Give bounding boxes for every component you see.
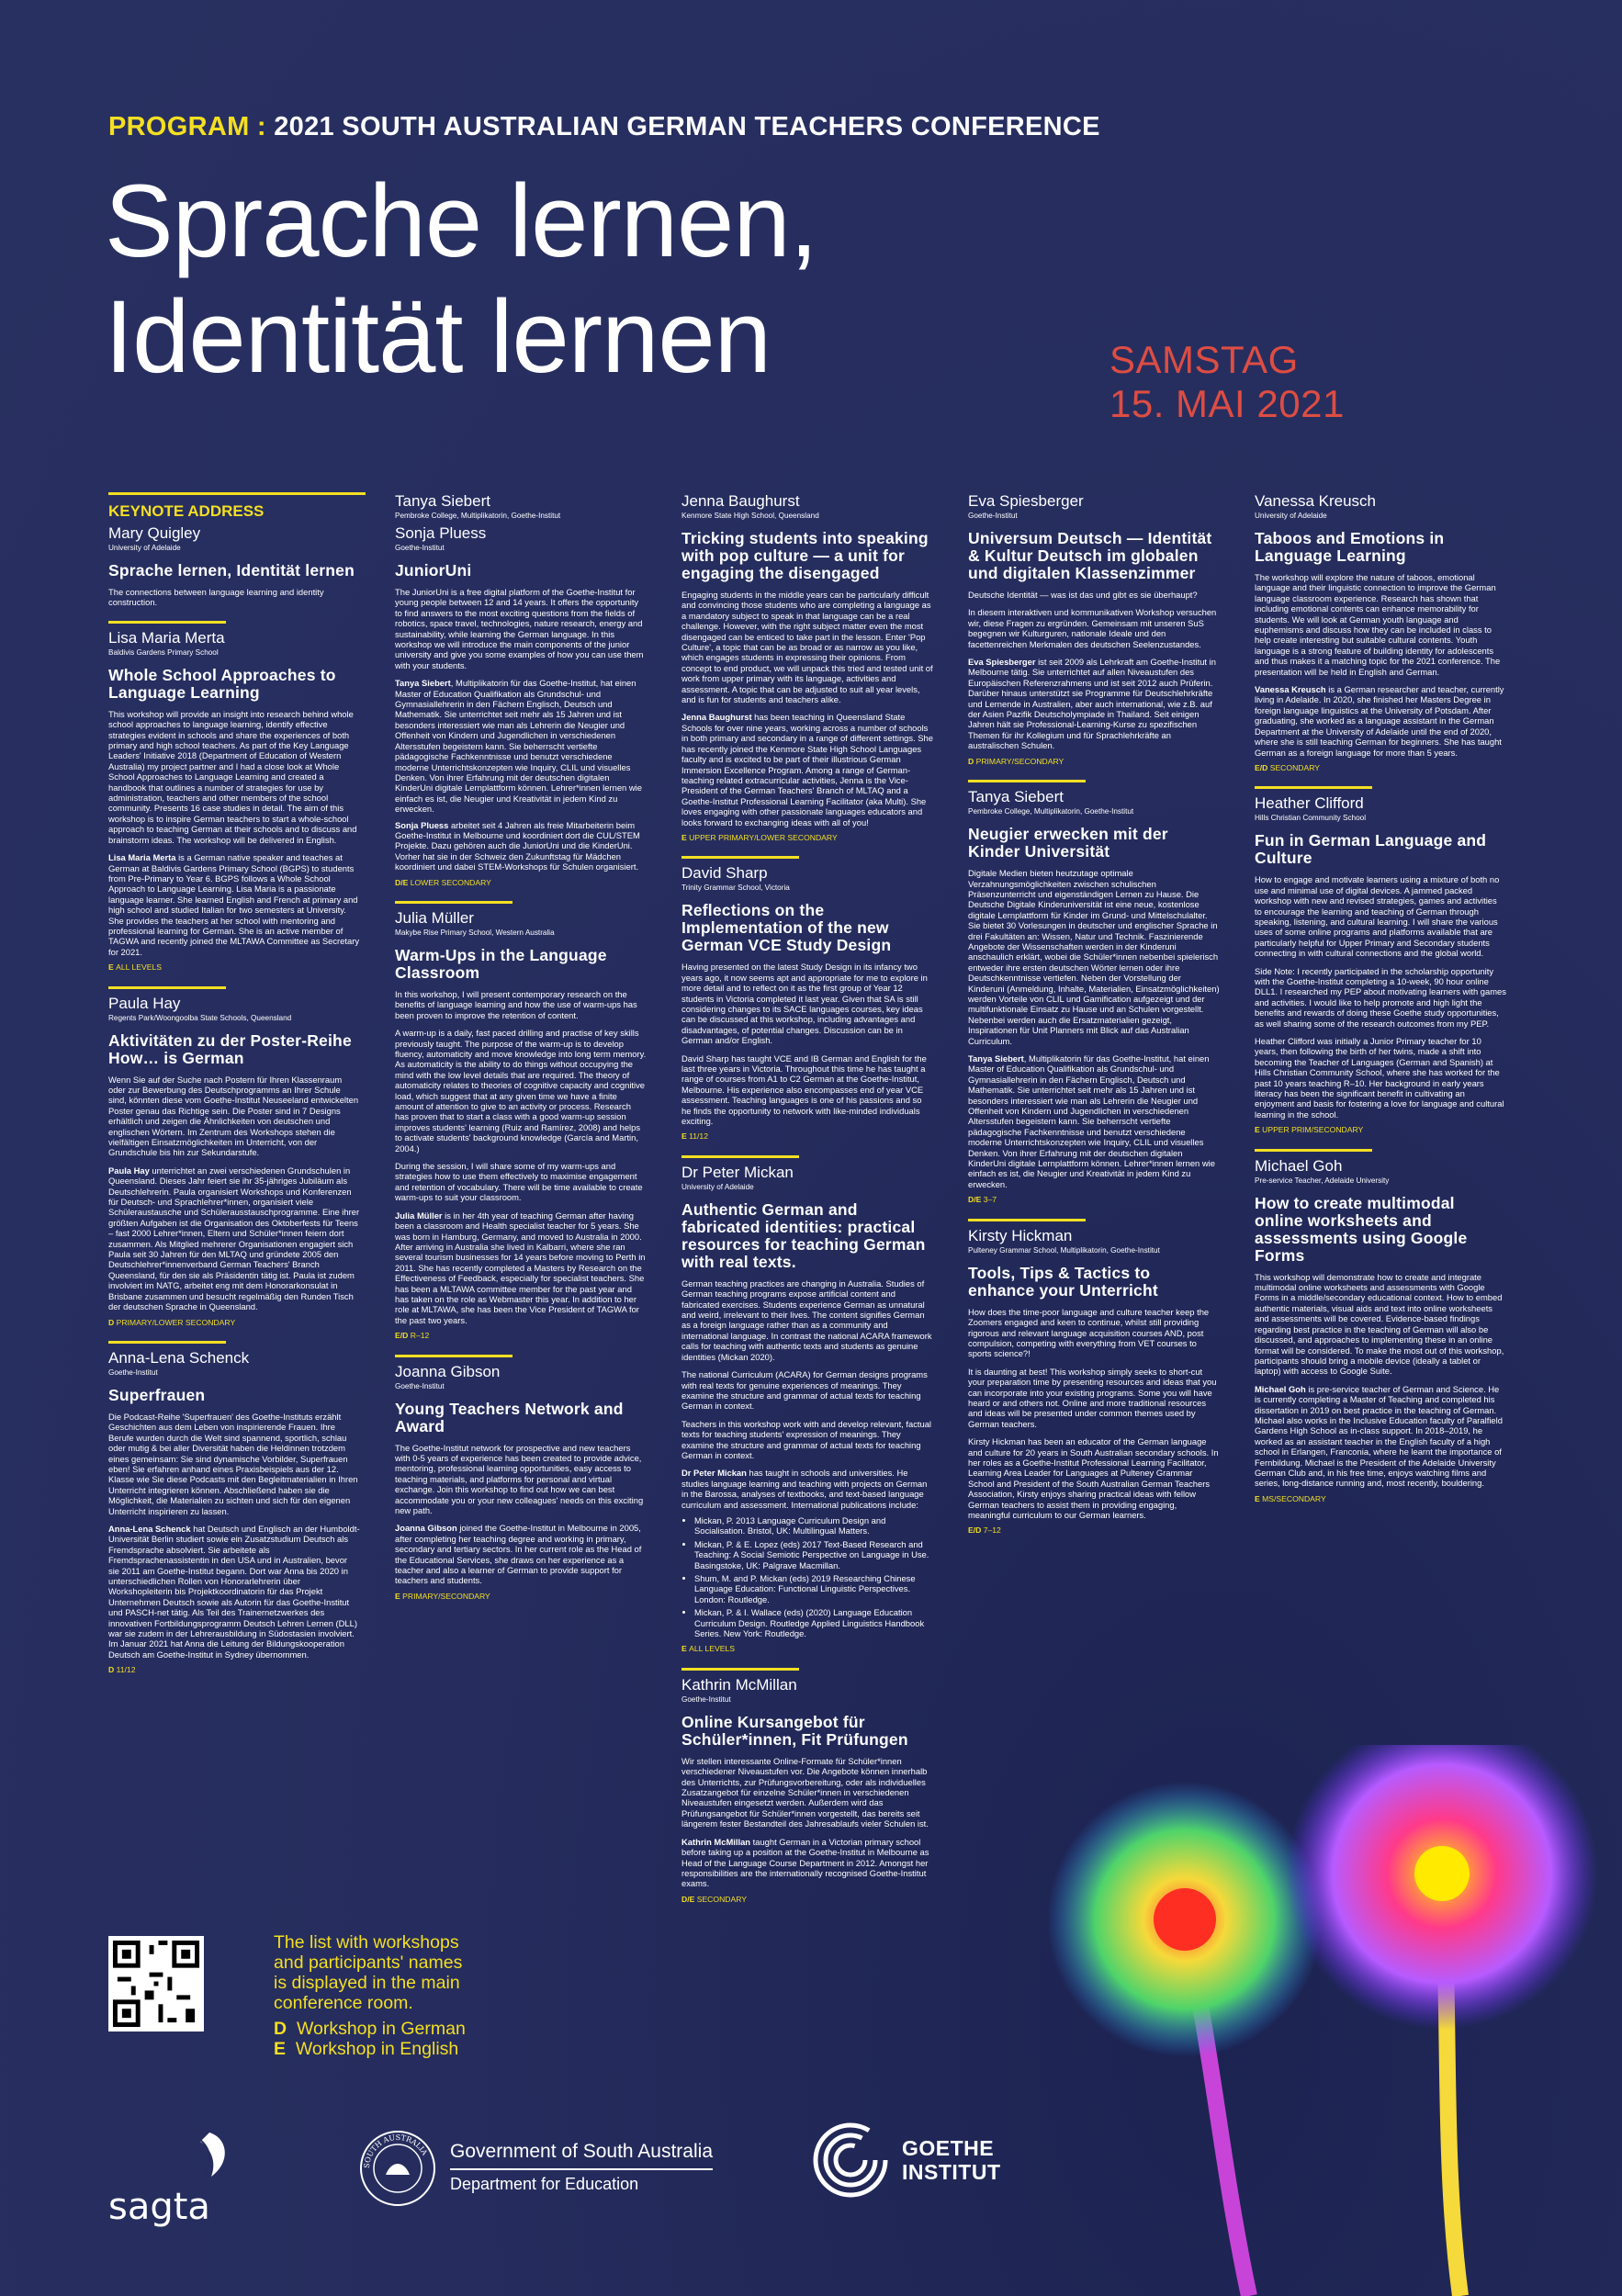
level-code: E [681, 1644, 687, 1654]
bio-text: has been teaching in Queensland State Schools for over nine years, working across a number of schools in both primary and secondary in a range of different settings. She has recently joined the Kenmore State High School Languages faculty and is excited to be part of their illustrious German Immersion Excellence Program. Among a range of German-teaching related extracurricular activities, Jenna is the Vice-President of the German Teachers' Branch of MLTAQ and a Goethe-Institut Professional Learning Facilitator (aka Multi). She loves engaging with other passionate languages educators and looks forward to exchanging ideas with all of you! [681, 712, 933, 827]
event-name: 2021 SOUTH AUSTRALIAN GERMAN TEACHERS CONFERENCE [274, 112, 1100, 141]
level-badge [395, 878, 647, 888]
session-description: During the session, I will share some of my warm-ups and strategies how to use them effectively to maximise engagement and retention of vocabulary. There will be time available to create warm-ups to suit your classroom. [395, 1161, 643, 1203]
bio-text: joined the Goethe-Institut in Melbourne in 2005, after completing her teaching degree and working in primary, secondary and tertiary sectors. In her current role as the Head of the Educational Services, she draws on her experience as a teacher and also a learner of German to provide support for teachers and students. [395, 1523, 642, 1586]
session-description: How to engage and motivate learners using a mixture of both no use and minimal use of digital devices. A jammed packed workshop with new and revised strategies, games and activities to encourage the learning and teaching of German through speaking, listening, and cultural learning. I will share the various uses of some online programs and platforms available that are particularly helpful for Upper Primary and Secondary students connecting in with cultural connections and the global world. [1255, 874, 1500, 959]
legend-text: Workshop in English [295, 2039, 459, 2059]
program-label: PROGRAM [108, 112, 250, 141]
column-3 [681, 492, 933, 1918]
level-code: D [108, 1317, 115, 1327]
session [968, 492, 1220, 767]
speaker-bio [395, 820, 647, 872]
goethe-spiral-icon [812, 2122, 889, 2199]
speaker-affiliation: Makybe Rise Primary School, Western Australia [395, 928, 555, 937]
speaker-bio [681, 1053, 933, 1127]
legend [274, 1932, 466, 2059]
speaker-bio [681, 1468, 933, 1510]
session-description: Die Podcast-Reihe 'Superfrauen' des Goethe-Instituts erzählt Geschichten aus dem Leben von inspirierende Frauen. Ihre Berufe wurden durch die Welt sind spannend, sportlich, schlau oder mutig & bei aller Diversität haben die Heldinnen trotzdem eines gemeinsam: Sie sind dynamische Vorbilder, Superfrauen eben! Sie erfahren anhand eines Praxisbeispiels aus der 12. Klasse wie Sie diese Podcasts mit den Begleitmaterialien in Ihren Unterricht integrieren können. Abschließend haben sie die Möglichkeit, die Materialien zu sichten und sich für den eigenen Unterricht inspirieren zu lassen. [108, 1411, 358, 1516]
reference-item: • Mickan, P. & I. Wallace (eds) (2020) Language Education Curriculum Design. Routledge Applied Linguistics Handbook Series. New York: Routledge. [694, 1607, 933, 1638]
session [108, 995, 360, 1328]
session-description: Digitale Medien bieten heutzutage optimale Verzahnungsmöglichkeiten zwischen schulischen Präsenzunterricht und eigenständigen Lernen zu Hause. Die Deutsche Digitale Kinderuniversität ist eine neue, kostenlose digitale Lernplattform für Kinder im Grund- und Mittelschulalter. Sie bietet 30 Vorlesungen in deutscher und englischer Sprache in drei Fakultäten an: Wissen, Natur und Technik. Faszinierende Angebote der Wissenschaften werden in der Kinderuni anschaulich erklärt, wobei die Schüler*innen nebenbei spielerisch entweder ihre ersten deutschen Wörter lernen oder ihre Deutschkenntnisse vertiefen. Neben der Vorstellung der Kinderuni (Anmeldung, Inhalte, Materialien, Einsatzmöglichkeiten) werden Vorteile von CLIL und Gamification aufgezeigt und der multifunktionale Einsatz zu Hause und an Schulen vorgestellt. Nebenbei werden auch die Ersatzmaterialien gezeigt, Inspirationen für Unit Planners mit Blick auf das Australian Curriculum. [968, 868, 1220, 1046]
speaker-bio [968, 1053, 1220, 1189]
level-badge [1255, 1125, 1506, 1135]
level-text: ALL LEVELS [689, 1644, 735, 1654]
session [681, 492, 933, 843]
speaker-affiliation: Pre-service Teacher, Adelaide University [1255, 1176, 1390, 1185]
bio-text: is pre-service teacher of German and Science. He is currently completing a Master of Teaching and completed his dissertation in 2019 on best practice in the teaching of German. Michael also works in the Inclusive Education faculty of Paralfield Gardens High School as in-class support. In 2018–2019, he worked as an assistant teacher in the English faculty of a high school in Erlangen, Franconia, where he learnt the importance of Fernbildung. Michael is the President of the Adelaide University German Club and, in his free time, enjoys watching films and series, long-distance running and, most recently, bouldering. [1255, 1383, 1503, 1489]
level-badge [395, 1592, 647, 1602]
qr-code-pattern [108, 1936, 204, 2032]
session-description: In this workshop, I will present contemporary research on the benefits of language learning and how the use of warm-ups has been proven to improve the retention of content. [395, 988, 637, 1020]
speaker-affiliation: University of Adelaide [1255, 512, 1327, 520]
level-code: D [108, 1665, 115, 1675]
bio-text: arbeitet seit 4 Jahren als freie Mitarbeiterin beim Goethe-Institut in Melbourne und koordiniert dort die CUL/STEM Projekte. Dazu gehören auch die JuniorUni und die KinderUni. Vorher hat sie in der Schweiz den Zukunftstag für Mädchen koordiniert und dabei STEM-Workshops für Schulen organisiert. [395, 819, 640, 872]
level-badge [681, 833, 933, 843]
level-badge [395, 1331, 647, 1341]
bio-text: unterrichtet an zwei verschiedenen Grundschulen in Queensland. Dieses Jahr feiert sie ihr 35-jähriges Jubiläum als Deutschlehrerin. Paula organisiert Workshops und Konferenzen für Deutsch- und Sprachlehrer*innen, organisiert viele Schüleraustausche und Schülerausstauschprogramme. Eine ihrer größten Aufgaben ist die Organisation des Oktoberfests für Teens – fast 2000 Lehrer*innen, Eltern und Schüler*innen feiern dort zusammen. Als Mitglied mehrerer Organisationen engagiert sich Paula seit 30 Jahren für den MLTAQ und gründete 2005 den Deutschlehrer*innenverband German Teachers' Branch Queensland, für den sie als Präsidentin tätig ist. Paula ist zudem involviert im NATG, arbeitet eng mit dem Honorarkonsulat in Brisbane zusammen und besucht regelmäßig den Runden Tisch der deutschen Sprache in Queensland. [108, 1165, 360, 1312]
bio-name: Julia Müller [395, 1210, 443, 1221]
session-title: Whole School Approaches to Language Learning [108, 665, 336, 702]
event-date [1109, 338, 1345, 426]
speaker-name: Kirsty Hickman [968, 1226, 1073, 1244]
speaker-bio [1255, 1384, 1506, 1489]
level-badge [108, 962, 360, 973]
session-description: In diesem interaktiven und kommunikativen Workshop versuchen wir, diese Fragen zu ergründen. Gemeinsam mit unseren SuS begegnen wir Kulturguren, nationale Ideale und den facettenreichen Merkmalen des deutschen Seelenzustandes. [968, 607, 1217, 649]
bio-name: Joanna Gibson [395, 1523, 457, 1534]
bio-text: is a German researcher and teacher, currently living in Adelaide. In 2020, she finished her Masters Degree in foreign language linguistics at the University of Potsdam. After graduating, she worked as a language assistant in the German Department at the University of Adelaide until the end of 2020, where she is still teaching German for beginners. She has taught German as a foreign language for more than 5 years. [1255, 684, 1504, 758]
session [1255, 492, 1506, 773]
rule [108, 621, 226, 624]
level-text: PRIMARY/SECONDARY [975, 756, 1064, 766]
bio-name: Tanya Siebert [395, 678, 451, 689]
bio-text: , Multiplikatorin für das Goethe-Institut, hat einen Master of Education Qualifikation als Grundschul- und Gymnasiallehrerin in den Fächern Englisch, Deutsch und Mathematik. Sie unterrichtet seit mehr als 15 Jahren und ist besonders interessiert wie man als Lehrerin die Neugier und Offenheit von Kindern und Jugendlichen in verschiedenen Altersstufen begeistern kann. Sie beherrscht vertiefte pädagogische Fachkenntnisse und benutzt verschiedene moderne Unterrichtskonzepten wie Inquiry, CLIL und visuelles Denken. Von ihrer Erfahrung mit der deutschen digitalen KinderUni digitale Lernplattform können. Lehrer*innen lernen wie einfach es ist, die Neugier und Kreativität in jedem Kind zu erwecken. [968, 1053, 1215, 1189]
speaker-name: Anna-Lena Schenck [108, 1348, 250, 1367]
level-code: E [681, 832, 687, 842]
sagta-wordmark: sagta [108, 2186, 210, 2228]
bio-text: taught German in a Victorian primary school before taking up a position at the Goethe-Institut in Melbourne as Head of the Language Course Department in 2012. Amongst her responsibilities are the internationally recognised Goethe-Institut exams. [681, 1836, 929, 1889]
session-title: Tools, Tips & Tactics to enhance your Unterricht [968, 1263, 1158, 1300]
hero-title [105, 163, 817, 395]
info-line: conference room. [274, 1993, 413, 2013]
session [681, 1676, 933, 1905]
bio-name: Paula Hay [108, 1165, 150, 1176]
bio-name: Tanya Siebert [968, 1053, 1024, 1064]
seal-text: SOUTH AUSTRALIA [362, 2133, 429, 2169]
session [108, 629, 360, 974]
session-title: JuniorUni [395, 561, 472, 580]
session-title: Aktivitäten zu der Poster-Reihe How… is German [108, 1030, 352, 1067]
speaker-bio [681, 1837, 933, 1889]
legend-code: E [274, 2039, 287, 2059]
reference-item: • Shum, M. and P. Mickan (eds) 2019 Researching Chinese Language Education: Functional Linguistic Perspectives. London: Routledge. [694, 1573, 933, 1604]
level-text: SECONDARY [696, 1894, 748, 1904]
session [681, 1164, 933, 1655]
level-text: PRIMARY/LOWER SECONDARY [116, 1317, 236, 1327]
flower-center [1414, 1846, 1470, 1901]
hero-line-2: Identität lernen [105, 279, 771, 394]
info-line: The list with workshops [274, 1932, 459, 1953]
level-code: E [681, 1131, 687, 1142]
bio-text: hat Deutsch und Englisch an der Humboldt-Universität Berlin studiert sowie ein Zusatzstudium Deutsch als Fremdsprache absolviert. Sie arbeitete als Fremdsprachenassistentin in den USA und in Australien, bevor sie 2011 am Goethe-Institut begann. Dort war Anna bis 2020 in unterschiedlichen Rollen von Honorarlehrerin über Workshopleiterin bis Projektkoordinatorin für das Projekt Unternehmen Deutsch sowie als Autorin für das Goethe-Institut und PASCH-net tätig. Als Teil des Trainernetzwerkes des innovativen Fortbildungsprogramm Deutsch Lehren Lernen (DLL) war sie zudem in der Lehrerausbildung in Südostasien involviert. Im Januar 2021 hat Anna die Leitung der Bildungskooperation Deutsch am Goethe-Institut in Sydney übernommen. [108, 1523, 360, 1660]
bio-name: Eva Spiesberger [968, 657, 1036, 668]
reference-item: • Mickan, P. & E. Lopez (eds) 2017 Text-Based Research and Teaching: A Social Semiotic Perspective on Language in Use. Basingstoke, UK: Palgrave Macmillan. [694, 1539, 933, 1570]
rule [108, 1341, 226, 1344]
level-badge [968, 1195, 1220, 1205]
level-badge [108, 1318, 360, 1328]
rule [108, 492, 366, 495]
speaker-bio [108, 1524, 360, 1660]
session-description: The workshop will explore the nature of taboos, emotional language and their linguistic connection to improve the German language classroom experience. Research has shown that including emotional contents can enhance memorability for students. We will look at German youth language and euphemisms and discuss how they can be included in class to help create interesting but suitable cultural contents. Youth language is a strong feature of building identity for adolescents and thus makes it a matching topic for the 2021 conference. The presentation will be held in English and German. [1255, 572, 1501, 677]
level-text: UPPER PRIMARY/LOWER SECONDARY [689, 832, 838, 842]
session-description: The Goethe-Institut network for prospective and new teachers with 0-5 years of experience has been created to provide advice, mentoring, professional learning opportunities, easy access to teaching materials, and platforms for personal and virtual exchange. Join this workshop to find out how we can best accommodate you or your new colleagues' needs on this exciting new path. [395, 1442, 644, 1515]
goethe-institut-logo [812, 2122, 1001, 2199]
speaker-bio [968, 657, 1220, 751]
bio-text: is a German native speaker and teaches at German at Baldivis Gardens Primary School (BGPS) to students from Pre-Primary to Year 6. BGPS follows a Whole School Approach to Language Learning. Lisa Maria is a passionate language learner. She learned English and French at primary and high school and studied Italian for two semesters at University. She provides the teachers at her school with mentoring and professional learning for German. She is an active member of TAGWA and recently joined the MLTAWA Committee as Secretary for 2021. [108, 852, 360, 957]
session-description: The national Curriculum (ACARA) for German designs programs with real texts for genuine experiences of meanings. They examine the structure and grammar of actual texts for teaching German in context. [681, 1369, 928, 1412]
level-code: E [1255, 1125, 1260, 1135]
speaker-name: Heather Clifford [1255, 794, 1364, 813]
session [1255, 1157, 1506, 1505]
session-description: Deutsche Identität — was ist das und gibt es sie überhaupt? [968, 590, 1198, 600]
session-description: Teachers in this workshop work with and develop relevant, factual texts for teaching students' expression of meanings. They examine the structure and grammar of actual texts for teaching German in context. [681, 1418, 932, 1460]
speaker-affiliation: Baldivis Gardens Primary School [108, 647, 219, 657]
bio-text: , Multiplikatorin für das Goethe-Institut, hat einen Master of Education Qualifikation als Grundschul- und Gymnasiallehrerin in den Fächern Englisch, Deutsch und Mathematik. Sie unterrichtet seit mehr als 15 Jahren und ist besonders interessiert wie man als Lehrerin die Neugier und Offenheit von Kindern und Jugendlichen in verschiedenen Altersstufen begeistern kann. Sie beherrscht vertiefte pädagogische Fachkenntnisse und benutzt verschiedene moderne Unterrichtskonzepten wie Inquiry, CLIL und visuelles Denken. Von ihrer Erfahrung mit der deutschen digitalen KinderUni digitale Lernplattform können. Lehrer*innen lernen wie einfach es ist, die Neugier und Kreativität in jedem Kind zu erwecken. [395, 678, 642, 815]
speaker-bio [108, 1165, 360, 1312]
session-title: Neugier erwecken mit der Kinder Universität [968, 825, 1168, 861]
level-code: D [968, 756, 974, 766]
column-5 [1255, 492, 1506, 1517]
level-text: R–12 [410, 1331, 430, 1341]
rule [681, 1155, 799, 1158]
level-code: D/E [395, 877, 409, 887]
bio-text: ist seit 2009 als Lehrkraft am Goethe-Institut in Melbourne tätig. Sie unterrichtet auf allen Niveaustufen des Europäischen Referenzrahmens und ist seit 2012 auch Prüferin. Darüber hinaus unterstützt sie Programme für Deutschlehrkräfte und Lernende in Australien, aber auch international, wie z.B. auf der Asien Pazifik Deutscholympiade in Thailand. Seit einigen Jahren hält sie Professional-Learning-Kurse zu spezifischen Themen für ihr Kollegium und für Sprachlehrkräfte an australischen Schulen. [968, 657, 1216, 751]
speaker-name: Vanessa Kreusch [1255, 492, 1376, 510]
level-code: E/D [968, 1525, 982, 1536]
session-title: Authentic German and fabricated identities: practical resources for teaching German with real texts. [681, 1199, 926, 1271]
level-code: E/D [1255, 762, 1268, 772]
speaker-affiliation: Trinity Grammar School, Victoria [681, 884, 790, 893]
level-badge [1255, 763, 1506, 773]
goethe-line-1: GOETHE [902, 2136, 995, 2160]
level-code: D/E [968, 1195, 982, 1205]
reference-list [681, 1515, 933, 1638]
session-description: Wenn Sie auf der Suche nach Postern für Ihren Klassenraum oder zur Bewerbung des Deutschprogramms an Ihrer Schule sind, könnten diese vom Goethe-Institut Neuseeland entwickelten Poster genau das Richtige sein. Die Poster sind in 7 Designs erhältlich und zeigen die Ähnlichkeiten von deutschen und englischen Wörtern. Im Zentrum des Workshops stehen die vielfältigen Einsatzmöglichkeiten im Unterricht, von der Grundschule bis hin zur Sekundarstufe. [108, 1074, 359, 1158]
speaker-affiliation: Goethe-Institut [395, 1381, 445, 1390]
keynote-title: Sprache lernen, Identität lernen [108, 561, 355, 580]
session-description: How does the time-poor language and culture teacher keep the Zoomers engaged and keen to continue, whilst still providing rigorous and relevant language acquisition courses AND, post compulsion, competing with everything from VET courses to sports science?! [968, 1306, 1210, 1359]
goethe-line-2: INSTITUT [902, 2160, 1001, 2184]
hero-line-1: Sprache lernen, [105, 163, 817, 278]
speaker-name: Tanya Siebert [968, 788, 1064, 806]
separator: : [256, 112, 266, 141]
level-text: 3–7 [983, 1195, 997, 1205]
session-description: Wir stellen interessante Online-Formate für Schüler*innen verschiedener Niveaustufen vor. Die Angebote können innerhalb des Unterrichts, zur Prüfungsvorbereitung, oder als individuelles Zusatzangebot für einzelne Schüler*innen in verschiedenen Niveaustufen eingesetzt werden. Außerdem wird das Prüfungsangebot für Schüler*innen vorgestellt, das bereits seit längerem fester Bestandteil des Jahresablaufs vieler Schulen ist. [681, 1755, 929, 1829]
bio-name: Dr Peter Mickan [681, 1468, 747, 1479]
session [108, 1349, 360, 1676]
keynote-session [108, 502, 360, 608]
speaker-name: Paula Hay [108, 994, 181, 1012]
legend-code: D [274, 2019, 287, 2039]
info-line: and participants' names [274, 1953, 463, 1973]
state-seal-icon [358, 2129, 437, 2208]
dandelion-illustration [1010, 1745, 1622, 2296]
speaker-name: Michael Goh [1255, 1156, 1343, 1175]
session-title: Taboos and Emotions in Language Learning [1255, 529, 1445, 565]
session [395, 492, 647, 888]
speaker-name: Joanna Gibson [395, 1362, 501, 1380]
session [395, 1363, 647, 1603]
session-description: Engaging students in the middle years can be particularly difficult and convincing those students who are completing a language as a mandatory subject to speak in that language can be a real challenge. However, with the right subject matter even the most disengaged can be enticed to take part in the lesson. Enter 'Pop Culture', a topic that can be as broad or as narrow as you like, which engages students in expressing their opinions. From concept to end product, we will unpack this tried and tested unit of work from upper primary with its language, activities and assessment. A topic that can be adjusted to suit all year levels, and is fun for students and teachers alike. [681, 590, 933, 705]
rule [1255, 786, 1372, 789]
keynote-speaker: Mary Quigley [108, 524, 201, 542]
session-description: Side Note: I recently participated in the scholarship opportunity with the Goethe-Institut completing a 10-week, 90 hour online DLL1. I researched my PEP about motivating learners with games and activities. I would like to help promote and high light the benefits and rewards of doing these Goethe study opportunities, as well sharing some of the research outcomes from my PEP. [1255, 965, 1506, 1029]
level-badge [681, 1895, 933, 1905]
keynote-description: The connections between language learning and identity construction. [108, 587, 324, 608]
speaker-name: Lisa Maria Merta [108, 628, 225, 647]
level-code: E [108, 962, 114, 973]
session-title: How to create multimodal online worksheets and assessments using Google Forms [1255, 1193, 1468, 1265]
session [1255, 794, 1506, 1135]
rule [108, 986, 226, 989]
level-code: E [395, 1591, 400, 1601]
speaker-bio [395, 678, 647, 814]
speaker-name: Tanya Siebert [395, 492, 490, 510]
sagta-logo [108, 2129, 237, 2228]
speaker-bio [681, 712, 933, 827]
speaker-affiliation: Goethe-Institut [395, 544, 445, 552]
session-description: It is daunting at best! This workshop simply seeks to short-cut your preparation time by presenting resources and ideas that you can incorporate into your existing programs. Some you will have heard or and others not. Online and more traditional resources and ideas will be presented under common themes used by German teachers. [968, 1366, 1217, 1429]
session-title: Warm-Ups in the Language Classroom [395, 945, 607, 982]
session-title: Online Kursangebot für Schüler*innen, Fit Prüfungen [681, 1712, 908, 1749]
speaker-name: Sonja Pluess [395, 524, 487, 542]
level-text: MS/SECONDARY [1262, 1493, 1326, 1503]
rule [681, 856, 799, 859]
speaker-name: Eva Spiesberger [968, 492, 1084, 510]
speaker-affiliation: Hills Christian Community School [1255, 814, 1367, 823]
reference-item: • Mickan, P. 2013 Language Curriculum Design and Socialisation. Bristol, UK: Multilingual Matters. [694, 1515, 933, 1536]
bio-text: Kirsty Hickman has been an educator of the German language and culture for 20 years in South Australian secondary schools. In her roles as a Goethe-Institut Professional Learning Facilitator, Learning Area Leader for Languages at Pulteney Grammar School and President of the South Australian German Teachers Association, Kirsty enjoys sharing practical ideas with fellow German teachers to assist them in providing engaging, meaningful curriculum to our German learners. [968, 1436, 1219, 1520]
bio-text: has taught in schools and universities. He studies language learning and teaching with projects on German in the Barossa, analyses of textbooks, and text-based language curriculum and assessment. International publications include: [681, 1468, 928, 1510]
speaker-name: David Sharp [681, 864, 768, 883]
bio-name: Kathrin McMillan [681, 1836, 751, 1847]
keynote-label: KEYNOTE ADDRESS [108, 502, 265, 520]
bio-name: Anna-Lena Schenck [108, 1523, 191, 1534]
speaker-affiliation: Goethe-Institut [681, 1694, 731, 1704]
department-name: Department for Education [450, 2175, 639, 2193]
speaker-affiliation: Pembroke College, Multiplikatorin, Goethe-Institut [968, 807, 1134, 816]
speaker-name: Kathrin McMillan [681, 1675, 797, 1694]
bio-name: Vanessa Kreusch [1255, 684, 1326, 695]
session [681, 864, 933, 1142]
flower-center [1154, 1888, 1216, 1951]
rule [681, 1668, 799, 1671]
level-text: LOWER SECONDARY [410, 877, 491, 887]
bio-name: Michael Goh [1255, 1383, 1306, 1394]
bio-text: is in her 4th year of teaching German after having been a classroom and Health specialist teacher for 5 years. She was born in Hamburg, Germany, and moved to Australia in 2000. After arriving in Australia she lived in Kalbarri, where she ran several tourism businesses for 14 years before moving to Perth in 2011. She has recently completed a Masters by Research on the Effectiveness of Feedback, especially for specialist teachers. She has been a MLTAWA committee member for the past year and has taken on the role as Webmaster this year. In addition to her role at MLTAWA, she has been the Vice President of TAGWA for the past two years. [395, 1210, 646, 1325]
rule [1255, 1149, 1372, 1152]
rule [395, 1355, 513, 1357]
session-title: Tricking students into speaking with pop culture — a unit for engaging the disengaged [681, 529, 929, 582]
program-header [108, 112, 1100, 142]
session [968, 788, 1220, 1206]
speaker-affiliation: Pulteney Grammar School, Multiplikatorin, Goethe-Institut [968, 1245, 1160, 1255]
level-badge [1255, 1494, 1506, 1504]
session-description: The JuniorUni is a free digital platform of the Goethe-Institut for young people between 12 and 14 years. It offers the opportunity to find answers to the most exciting questions from the fields of robotics, space travel, technologies, nature research, energy and sustainability, while learning the German language. In this workshop we will introduce the main components of the junior university and give you some examples of how you can use them with your students. [395, 587, 644, 670]
session-description: This workshop will demonstrate how to create and integrate multimodal online worksheets and assessments with Google Forms in a middle/secondary educational context. How to embed authentic materials, visual aids and text into online worksheets and assessments will be covered. Evidence-based findings regarding best practice in the teaching of German will also be discussed, and approaches to implementing these in an online format will be considered. To make the most out of this workshop, participants should bring a mobile device (ideally a tablet or laptop) with access to Google Suite. [1255, 1271, 1504, 1377]
speaker-name: Dr Peter Mickan [681, 1163, 794, 1181]
date-day: SAMSTAG [1109, 338, 1299, 381]
bio-name: Jenna Baughurst [681, 712, 752, 723]
bio-name: Lisa Maria Merta [108, 852, 176, 863]
info-line: is displayed in the main [274, 1973, 460, 1993]
speaker-name: Julia Müller [395, 908, 474, 927]
legend-german [274, 2019, 466, 2039]
level-text: 11/12 [689, 1131, 708, 1142]
keynote-affiliation: University of Adelaide [108, 544, 181, 552]
session-title: Superfrauen [108, 1385, 206, 1404]
legend-english [274, 2039, 466, 2059]
level-badge [108, 1665, 360, 1675]
speaker-bio [1255, 1036, 1506, 1120]
session-description: German teaching practices are changing in Australia. Studies of German teaching programs expose artificial content and fabricated exercises. Students experience German as unnatural and weird, irrelevant to their lives. The content signifies German as a foreign language rather than as a community and international language. In contrast the national ACARA framework calls for teaching with authentic texts and students as genuine identities (Mickan 2020). [681, 1277, 932, 1362]
speaker-bio [108, 852, 360, 957]
speaker-affiliation: Kenmore State High School, Queensland [681, 512, 819, 520]
session [968, 1227, 1220, 1536]
speaker-affiliation: Goethe-Institut [968, 512, 1018, 520]
session-title: Reflections on the Implementation of the new German VCE Study Design [681, 901, 892, 955]
speaker-affiliation: University of Adelaide [681, 1182, 754, 1191]
speaker-name: Jenna Baughurst [681, 492, 800, 510]
level-text: 7–12 [983, 1525, 1001, 1536]
gov-name: Government of South Australia [450, 2139, 713, 2170]
bio-name: Sonja Pluess [395, 819, 449, 830]
legend-text: Workshop in German [296, 2019, 466, 2039]
column-1 [108, 492, 360, 1689]
level-badge [681, 1131, 933, 1142]
date-full: 15. MAI 2021 [1109, 382, 1345, 425]
column-4 [968, 492, 1220, 1549]
level-badge [968, 757, 1220, 767]
session-title: Young Teachers Network and Award [395, 1399, 624, 1435]
session-description: A warm-up is a daily, fast paced drilling and practise of key skills previously taught. The purpose of the warm-up is to develop fluency, automaticity and move knowledge into long term memory. As automaticity is the ability to do things without occupying the mind with the low level details that are required. The theory of automaticity relates to theories of cognitive capacity and cognitive load, which suggest that at any given time we have a finite amount of attention to give to an activity or process. Research has proven that to start a class with a good warm-up session improves students' learning (Ruiz and Ramírez, 2008) and helps to activate students' background knowledge (García and Martin, 2004.) [395, 1028, 647, 1154]
column-2 [395, 492, 647, 1615]
level-badge [968, 1525, 1220, 1536]
level-code: D/E [681, 1894, 695, 1904]
level-code: E [1255, 1493, 1260, 1503]
qr-code[interactable] [108, 1936, 204, 2032]
level-badge [681, 1644, 933, 1654]
rule [968, 1219, 1086, 1221]
speaker-affiliation: Goethe-Institut [108, 1367, 158, 1377]
session-title: Fun in German Language and Culture [1255, 831, 1487, 868]
level-text: ALL LEVELS [116, 962, 162, 973]
session-title: Universum Deutsch — Identität & Kultur Deutsch im globalen und digitalen Klassenzimmer [968, 529, 1212, 582]
bio-text: Heather Clifford was initially a Junior Primary teacher for 10 years, then following the birth of her twins, made a shift into becoming the Teacher of Languages (German and Spanish) at Hills Christian Community School, where she has worked for the past 10 years teaching R–10. Her background in early years literacy has been the significant benefit in cultivating an enjoyment and basis for fostering a love for language and cultural learning in the school. [1255, 1036, 1504, 1120]
speaker-bio [395, 1523, 647, 1585]
session-description: Having presented on the latest Study Design in its infancy two years ago, it now seems apt and appropriate for me to explore in more detail and to reflect on it as the first group of Year 12 students in Victoria completed it last year. Given that SA is still considering changes to its SACE languages courses, key ideas can be discussed at this workshop, including advantages and disadvantages, of potential changes. Discussion can be in German and/or English. [681, 962, 928, 1046]
rule [968, 780, 1086, 782]
level-code: E/D [395, 1331, 409, 1341]
level-text: PRIMARY/SECONDARY [402, 1591, 490, 1601]
bio-text: David Sharp has taught VCE and IB German and English for the last three years in Victoria. Throughout this time he has taught a range of courses from A1 to C2 German at the Goethe-Institut, Melbourne. His experience also encompasses end of year VCE assessment. Teaching languages is one of his passions and so he finds the opportunity to network with like-minded individuals exciting. [681, 1052, 927, 1127]
level-text: 11/12 [116, 1665, 136, 1675]
speaker-affiliation: Regents Park/Woongoolba State Schools, Queensland [108, 1013, 292, 1022]
speaker-affiliation: Pembroke College, Multiplikatorin, Goethe-Institut [395, 512, 561, 520]
government-sa-logo [358, 2129, 713, 2208]
level-text: UPPER PRIM/SECONDARY [1262, 1125, 1364, 1135]
speaker-bio [968, 1436, 1220, 1520]
speaker-bio [395, 1210, 647, 1325]
rule [395, 901, 513, 904]
session-description: This workshop will provide an insight into research behind whole school approaches to language learning, identify effective strategies evident in schools and share the experiences of both primary and high school teachers. As part of the Key Language Leaders' Initiative 2018 (Department of Education of Western Australia) my project partner and I had a close look at Whole School Approaches to Language Learning and created a handbook that outlines a number of strategies for use by administration, teachers and other members of the school community. Presents 16 case studies in detail. The aim of this workshop is to inspire German teachers to start a whole-school approach to teaching German at their schools and to discuss and brainstorm ideas. The workshop will be delivered in English. [108, 708, 357, 845]
level-text: SECONDARY [1269, 762, 1321, 772]
feather-icon [108, 2129, 237, 2193]
speaker-bio [1255, 684, 1506, 758]
session [395, 909, 647, 1342]
